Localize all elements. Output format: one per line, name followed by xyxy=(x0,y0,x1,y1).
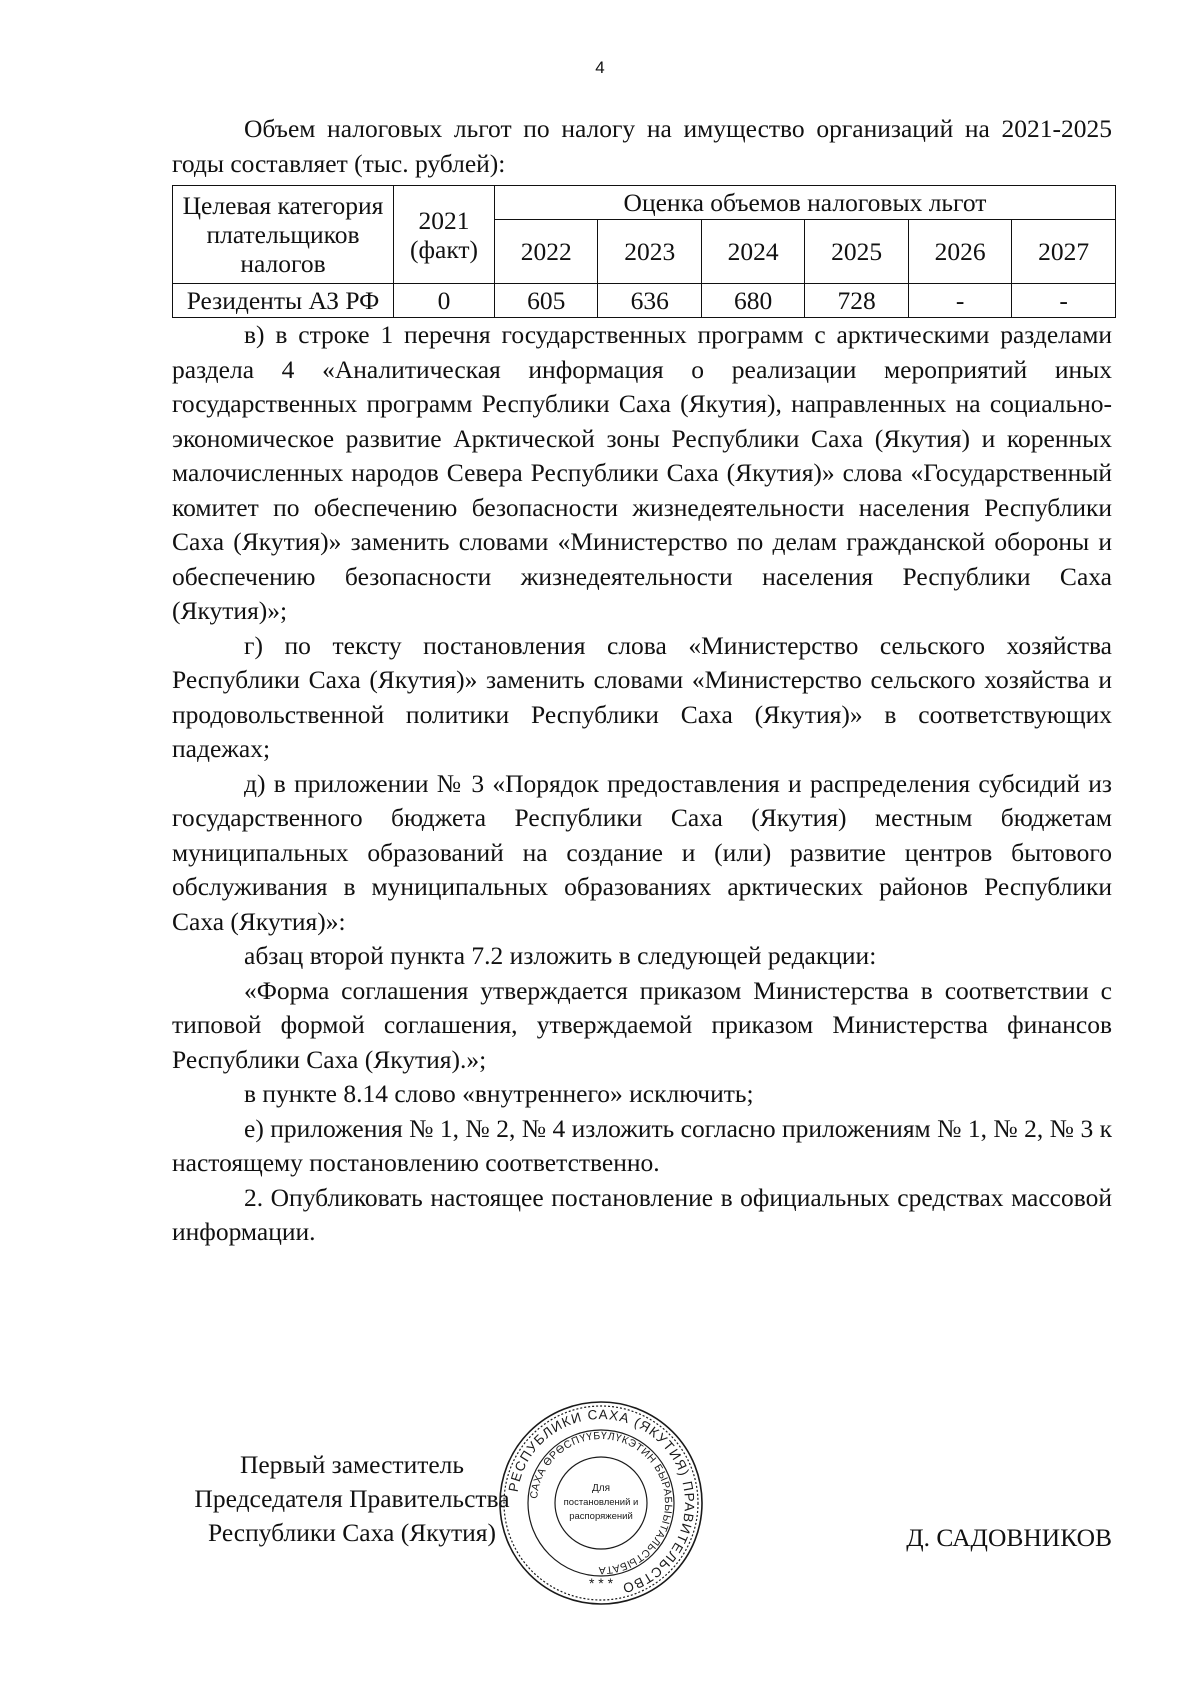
seal-outer-text: РЕСПУБЛИКИ САХА (ЯКУТИЯ) ПРАВИТЕЛЬСТВО xyxy=(505,1406,698,1597)
year-cell: 2026 xyxy=(908,220,1011,284)
paragraph-publish: 2. Опубликовать настоящее постановление в официальных средствах массовой информации. xyxy=(172,1182,1112,1246)
row-value: 728 xyxy=(805,284,908,318)
signatory-name: Д. САДОВНИКОВ xyxy=(906,1523,1112,1552)
row-value: 636 xyxy=(598,284,701,318)
paragraph-e: е) приложения № 1, № 2, № 4 изложить согласно приложениям № 1, № 2, № 3 к настоящему постановлению соответственно. xyxy=(172,1113,1112,1177)
paragraph-punkt: в пункте 8.14 слово «внутреннего» исключить; xyxy=(244,1079,754,1108)
seal-center-line-2: постановлений и xyxy=(563,1497,639,1508)
row-value: - xyxy=(1012,284,1116,318)
row-fact: 0 xyxy=(394,284,495,318)
header-category: Целевая категория плательщиков налогов xyxy=(173,186,394,284)
seal-stars: * * * xyxy=(588,1575,614,1591)
official-seal-icon xyxy=(496,1398,706,1608)
signatory-line-3: Республики Саха (Якутия) xyxy=(207,1518,497,1547)
year-cell: 2027 xyxy=(1012,220,1116,284)
paragraph-abzats: абзац второй пункта 7.2 изложить в следующей редакции: xyxy=(244,941,877,970)
paragraph-d: д) в приложении № 3 «Порядок предоставления и распределения субсидий из государственного бюджета Республики Саха (Якутия) местным бюджетам муниципальных образований на создание и (или) развитие центров бытового обслуживания в муниципальных образованиях арктических районов Республики Саха (Якутия)»: xyxy=(172,768,1112,936)
table-row xyxy=(173,284,1116,318)
row-value: - xyxy=(908,284,1011,318)
header-fact: 2021 (факт) xyxy=(394,186,495,284)
header-estimate: Оценка объемов налоговых льгот xyxy=(495,186,1116,220)
paragraph-g: г) по тексту постановления слова «Министерство сельского хозяйства Республики Саха (Якутия)» заменить словами «Министерство сельского хозяйства и продовольственной политики Республики Саха (Якутия)» в соответствующих падежах; xyxy=(172,630,1112,763)
seal-center-line-1: Для xyxy=(591,1483,611,1494)
row-value: 680 xyxy=(701,284,804,318)
year-cell: 2022 xyxy=(495,220,598,284)
page-number: 4 xyxy=(595,58,605,77)
document-body xyxy=(172,112,1112,1250)
year-cell: 2023 xyxy=(598,220,701,284)
year-cell: 2025 xyxy=(805,220,908,284)
tax-benefits-table xyxy=(172,185,1116,318)
paragraph-v: в) в строке 1 перечня государственных программ с арктическими разделами раздела 4 «Аналитическая информация о реализации мероприятий иных государственных программ Республики Саха (Якутия), направленных на социально-экономическое развитие Арктической зоны Республики Саха (Якутия) и коренных малочисленных народов Севера Республики Саха (Якутия)» слова «Государственный комитет по обеспечению безопасности жизнедеятельности населения Республики Саха (Якутия)» заменить словами «Министерство по делам гражданской обороны и обеспечению безопасности жизнедеятельности населения Республики Саха (Якутия)»; xyxy=(172,320,1112,625)
table-header-row xyxy=(173,186,1116,220)
signatory-title xyxy=(172,1448,532,1550)
year-cell: 2024 xyxy=(701,220,804,284)
row-value: 605 xyxy=(495,284,598,318)
signatory-line-1: Первый заместитель xyxy=(239,1450,465,1479)
row-category: Резиденты АЗ РФ xyxy=(173,284,394,318)
signatory-line-2: Председателя Правительства xyxy=(194,1484,510,1513)
seal-center-line-3: распоряжений xyxy=(569,1511,633,1522)
seal-inner-text: САХА ӨРӨСПҮҮБҮЛҮКЭТИН БЫРАБЫЫТАЛЬСТЫБАТА xyxy=(528,1429,675,1577)
paragraph-forma: «Форма соглашения утверждается приказом Министерства в соответствии с типовой формой соглашения, утверждаемой приказом Министерства финансов Республики Саха (Якутия).»; xyxy=(172,975,1112,1074)
intro-paragraph: Объем налоговых льгот по налогу на имущество организаций на 2021-2025 годы составляет (тыс. рублей): xyxy=(172,114,1112,178)
